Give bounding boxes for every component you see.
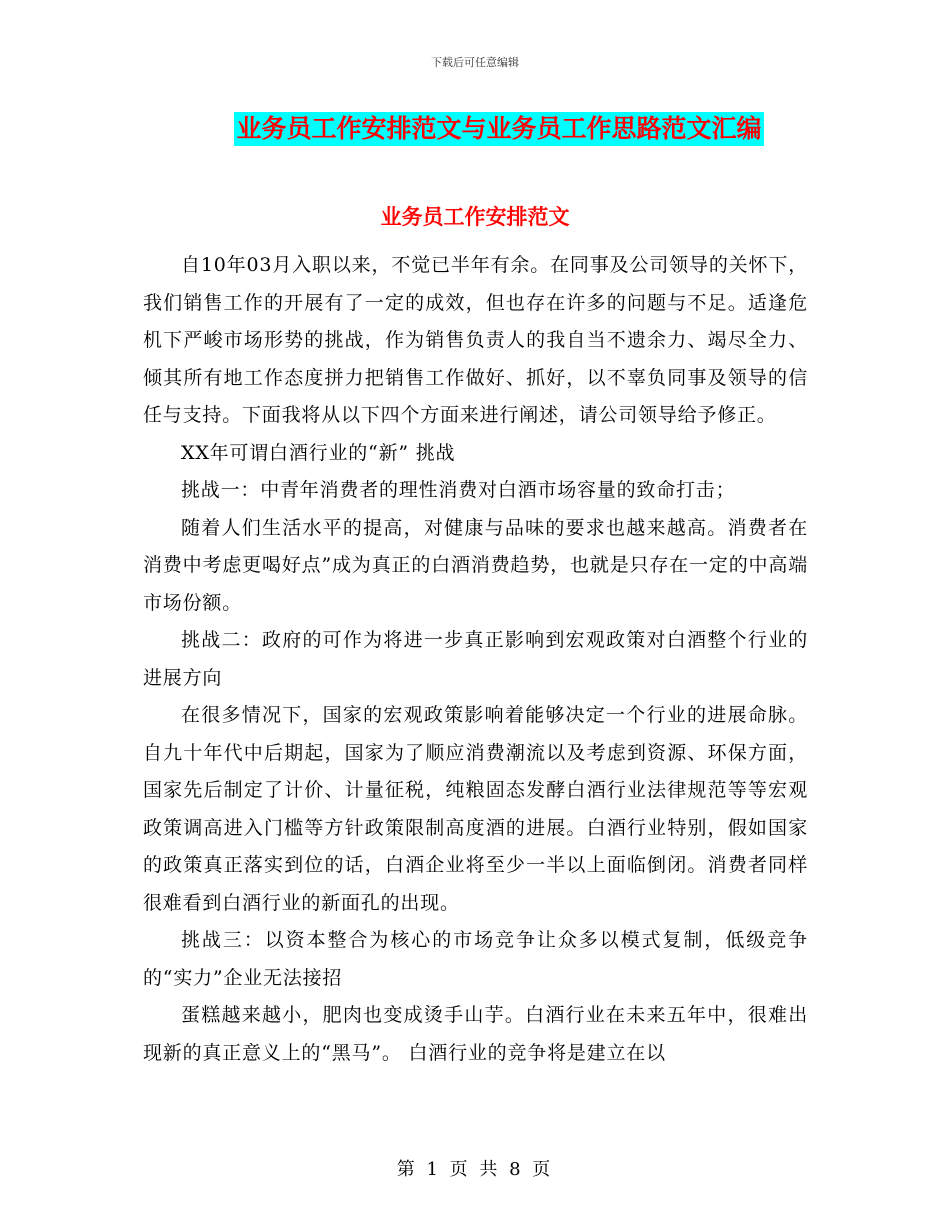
paragraph: 自10年03月入职以来，不觉已半年有余。在同事及公司领导的关怀下，我们销售工作的开展有了一定的成效，但也存在许多的问题与不足。适逢危机下严峻市场形势的挑战，作为销售负责人的我自当不遗余力、竭尽全力、倾其所有地工作态度拼力把销售工作做好、抓好，以不辜负同事及领导的信任与支持。下面我将从以下四个方面来进行阐述，请公司领导给予修正。 [143,254,808,426]
paragraph: 在很多情况下，国家的宏观政策影响着能够决定一个行业的进展命脉。自九十年代中后期起，国家为了顺应消费潮流以及考虑到资源、环保方面，国家先后制定了计价、计量征税，纯粮固态发酵白酒行业法律规范等等宏观政策调高进入门槛等方针政策限制高度酒的进展。白酒行业特别，假如国家的政策真正落实到位的话，白酒企业将至少一半以上面临倒闭。消费者同样很难看到白酒行业的新面孔的出现。 [143,704,808,914]
paragraph: 挑战一：中青年消费者的理性消费对白酒市场容量的致命打击； [181,479,736,501]
document-body [143,247,808,1072]
paragraph: XX年可谓白酒行业的“新” 挑战 [181,441,456,464]
paragraph: 蛋糕越来越小，肥肉也变成烫手山芋。白酒行业在未来五年中，很难出现新的真正意义上的“黑马”。 白酒行业的竞争将是建立在以 [143,1004,808,1064]
paragraph: 随着人们生活水平的提高，对健康与品味的要求也越来越高。消费者在消费中考虑更喝好点”成为真正的白酒消费趋势，也就是只存在一定的中高端市场份额。 [143,516,808,614]
paragraph: 挑战三：以资本整合为核心的市场竞争让众多以模式复制，低级竞争的“实力”企业无法接招 [143,929,808,989]
header-note: 下载后可任意编辑 [431,56,519,69]
section-title: 业务员工作安排范文 [380,205,570,229]
paragraph: 挑战二：政府的可作为将进一步真正影响到宏观政策对白酒整个行业的进展方向 [143,629,808,689]
main-title-container [0,112,950,146]
main-title: 业务员工作安排范文与业务员工作思路范文汇编 [234,112,763,146]
page-footer: 第 1 页 共 8 页 [396,1159,554,1180]
